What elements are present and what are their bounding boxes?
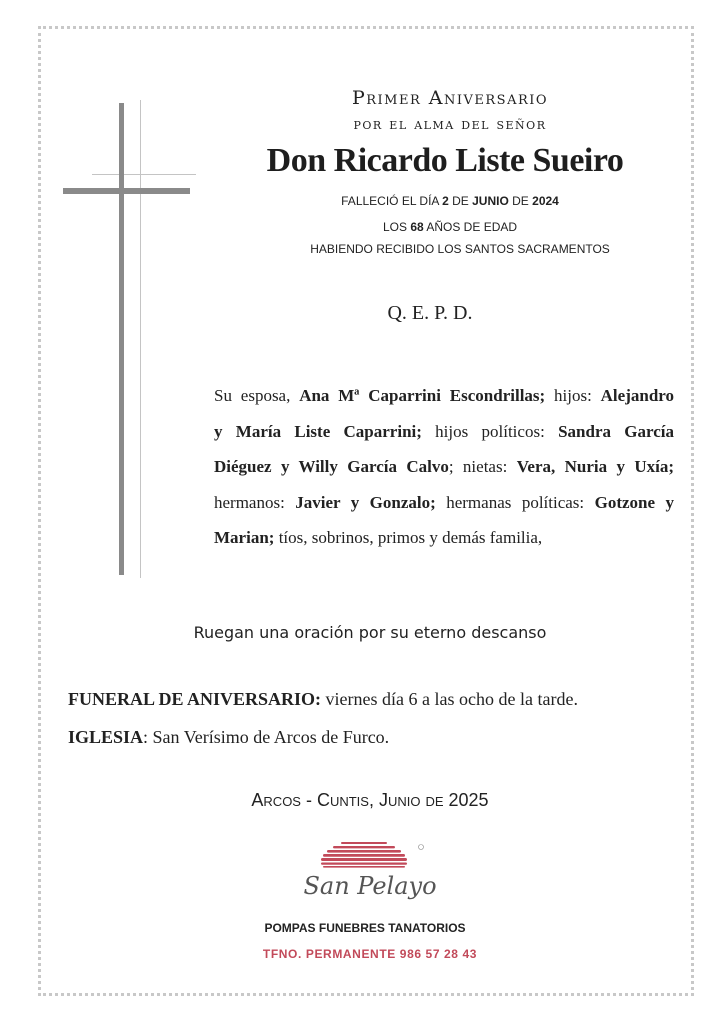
prayer-request: Ruegan una oración por su eterno descanso: [193, 623, 547, 642]
family-line: Diéguez y Willy García Calvo; nietas: Vera, Nuria y Uxía;: [214, 457, 674, 476]
company-phone: TFNO. PERMANENTE 986 57 28 43: [262, 947, 478, 961]
family-line: Marian; tíos, sobrinos, primos y demás familia,: [214, 528, 543, 547]
company-tagline: POMPAS FUNEBRES TANATORIOS: [264, 921, 466, 935]
qepd: Q. E. P. D.: [387, 302, 473, 324]
place-date: Arcos - Cuntis, Junio de 2025: [251, 790, 489, 810]
san-pelayo-logo: [295, 840, 445, 920]
anniversary-title: Primer Aniversario: [351, 87, 549, 109]
church-info: IGLESIA: San Verísimo de Arcos de Furco.: [68, 727, 390, 747]
funeral-info: FUNERAL DE ANIVERSARIO: viernes día 6 a las ocho de la tarde.: [68, 689, 578, 709]
age: LOS 68 AÑOS DE EDAD: [382, 220, 518, 234]
family-line: hermanos: Javier y Gonzalo; hermanas políticas: Gotzone y: [214, 492, 674, 512]
death-date: FALLECIÓ EL DÍA 2 DE JUNIO DE 2024: [341, 194, 559, 208]
sacraments: HABIENDO RECIBIDO LOS SANTOS SACRAMENTOS: [310, 242, 610, 256]
logo-text: San Pelayo: [303, 872, 437, 900]
family-paragraph: [214, 378, 674, 556]
subtitle: por el alma del señor: [353, 114, 547, 133]
family-line: Su esposa, Ana Mª Caparrini Escondrillas; hijos: Alejandro: [214, 386, 675, 405]
deceased-name: Don Ricardo Liste Sueiro: [266, 142, 624, 179]
family-line: y María Liste Caparrini; hijos políticos: Sandra García: [214, 421, 674, 441]
